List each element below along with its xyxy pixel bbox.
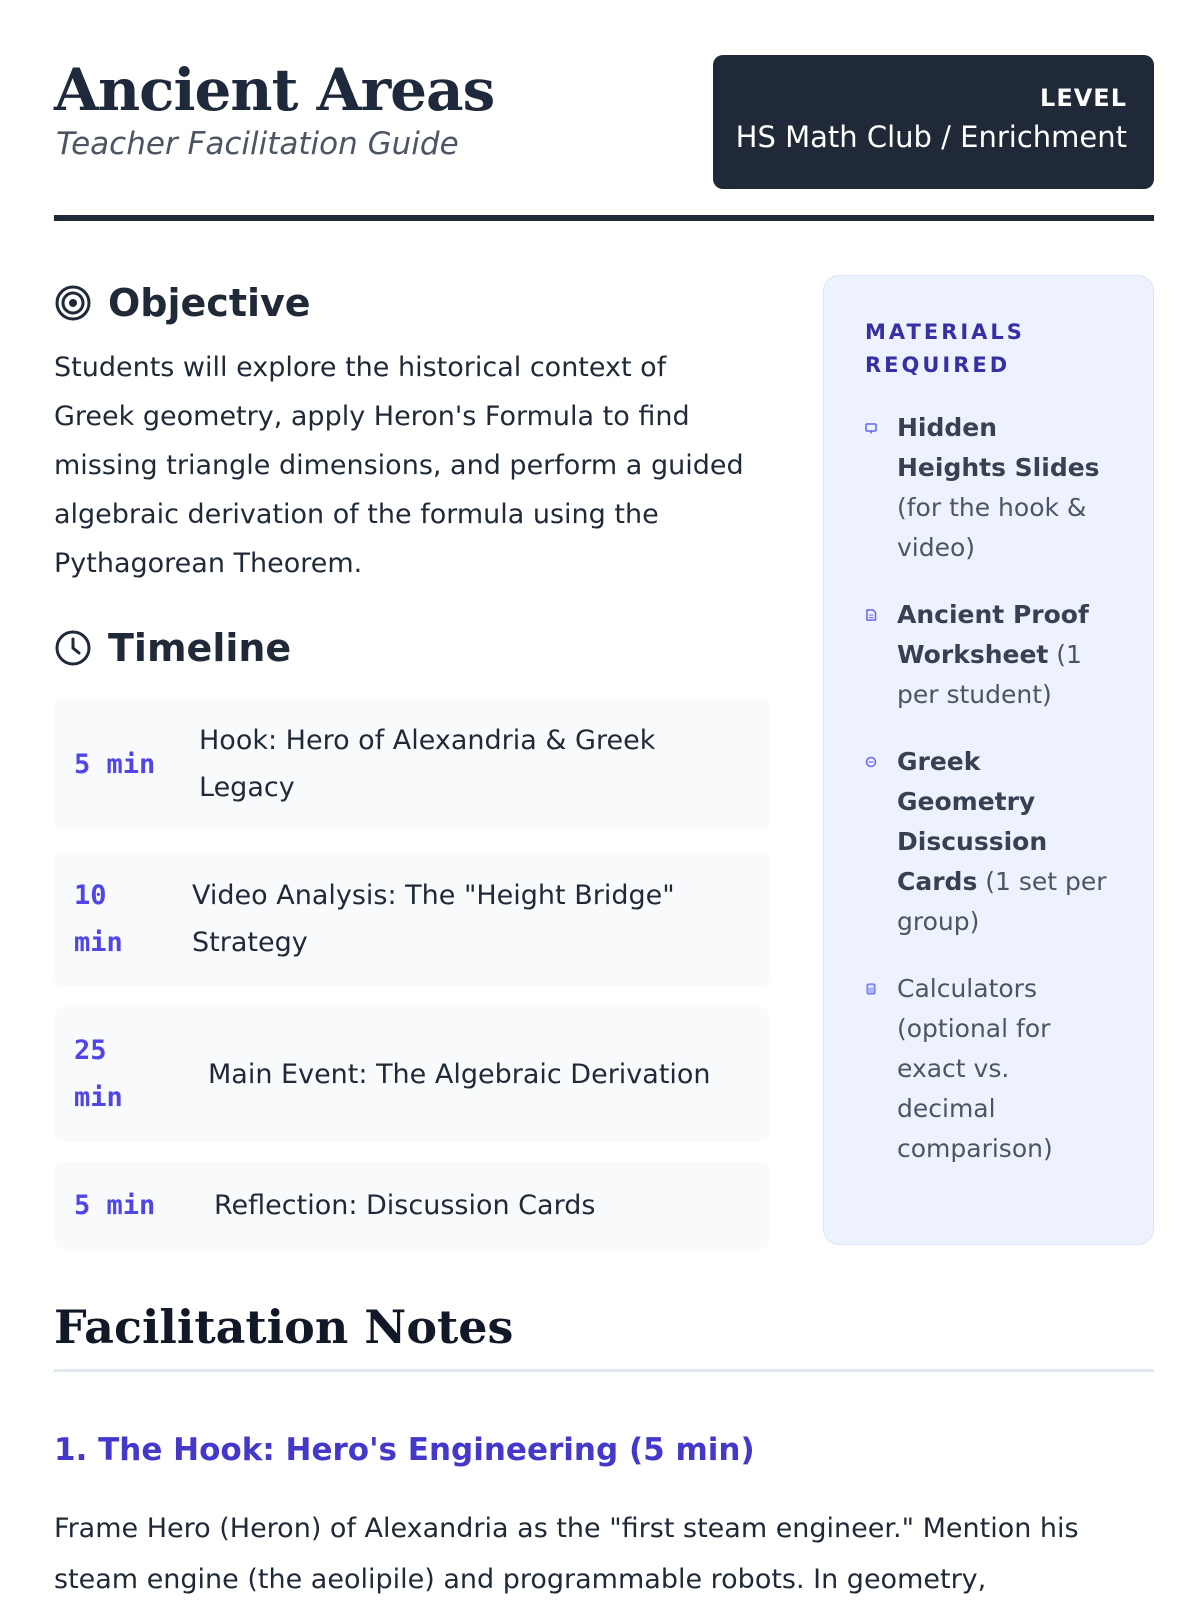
page-title: Ancient Areas [54, 56, 495, 124]
timeline-label: Video Analysis: The "Height Bridge" Strategy [192, 880, 675, 958]
timeline-row [54, 697, 770, 831]
timeline-heading [54, 623, 291, 673]
timeline-label: Main Event: The Algebraic Derivation [208, 1058, 711, 1090]
objective-text: Students will explore the historical context of Greek geometry, apply Heron's Formula to find missing triangle dimensions, and perform a guided algebraic derivation of the formula using the Pythagorean Theorem. [54, 352, 744, 579]
cards-icon [865, 756, 877, 768]
objective-heading [54, 278, 311, 328]
material-name: Ancient Proof Worksheet [897, 600, 1089, 669]
level-badge [713, 55, 1154, 189]
timeline-title: Timeline [108, 626, 292, 670]
target-icon [54, 284, 92, 322]
timeline-duration: 5 min [74, 1190, 156, 1221]
notes-divider [54, 1369, 1154, 1372]
material-name: Hidden Heights Slides [897, 413, 1100, 482]
material-detail: Calculators (optional for exact vs. decimal comparison) [897, 974, 1053, 1163]
list-item [865, 408, 1113, 568]
timeline-label: Hook: Hero of Alexandria & Greek Legacy [199, 725, 656, 803]
calculator-icon [865, 983, 877, 995]
document-icon [865, 609, 877, 621]
list-item [865, 742, 1113, 942]
timeline-duration: 10 min [74, 880, 123, 958]
header [54, 55, 1154, 223]
timeline-row [54, 852, 770, 986]
material-name: Greek Geometry Discussion Cards [897, 747, 1048, 896]
timeline-duration: 25 min [74, 1035, 123, 1113]
page-subtitle: Teacher Facilitation Guide [56, 126, 459, 162]
list-item [865, 969, 1113, 1169]
timeline-row [54, 1162, 770, 1249]
timeline-row [54, 1007, 770, 1141]
materials-list [865, 408, 1113, 1169]
level-label: LEVEL [1040, 84, 1127, 112]
clock-icon [54, 629, 92, 667]
timeline-label: Reflection: Discussion Cards [214, 1190, 596, 1221]
material-detail: (for the hook & video) [897, 493, 1087, 562]
note-section-body: Frame Hero (Heron) of Alexandria as the "first steam engineer." Mention his steam engine (the aeolipile) and programmable robots. In geometry, [54, 1513, 1079, 1595]
level-value: HS Math Club / Enrichment [735, 120, 1127, 154]
notes-title: Facilitation Notes [54, 1300, 514, 1354]
slides-icon [865, 422, 877, 434]
material-detail: (1 set per group) [897, 867, 1107, 936]
materials-heading: MATERIALS REQUIRED [865, 320, 1025, 377]
objective-title: Objective [108, 281, 311, 325]
materials-panel [823, 275, 1154, 1245]
timeline-duration: 5 min [74, 748, 156, 780]
note-section-heading: 1. The Hook: Hero's Engineering (5 min) [54, 1432, 755, 1468]
list-item [865, 595, 1113, 715]
material-detail: (1 per student) [897, 640, 1082, 709]
header-divider [54, 215, 1154, 221]
